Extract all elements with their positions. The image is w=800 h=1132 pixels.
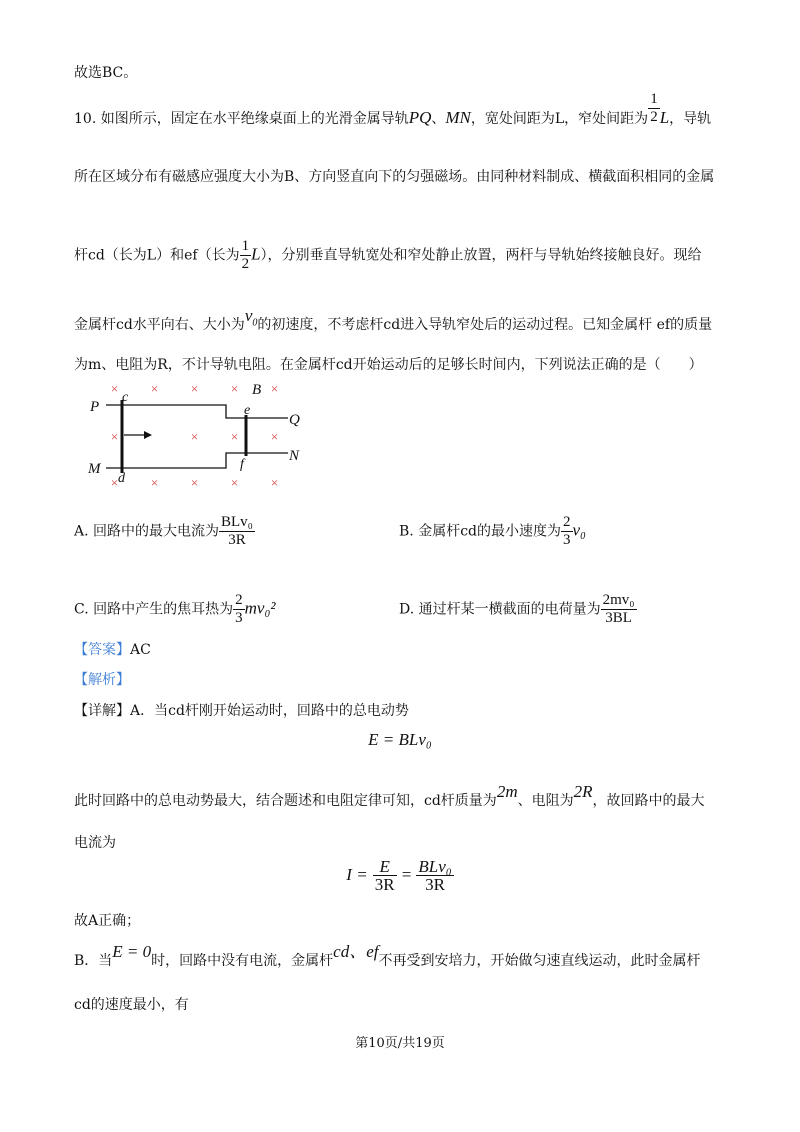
option-b[interactable]: B. 金属杆cd的最小速度为 $\frac{2}{3}$ v₀ [399,514,586,548]
option-c[interactable]: C. 回路中产生的焦耳热为 $\frac{2}{3}$ mv₀² [74,592,276,626]
field-cross: × [190,429,199,444]
half-fraction: $\frac{1}{2}$ [650,90,658,125]
rail-names: PQ [408,108,432,127]
half-fraction-2: $\frac{1}{2}$ [241,238,250,272]
detail-line-a: 【详解】A．当cd杆刚开始运动时，回路中的总电动势 [74,703,409,719]
field-cross: × [270,381,279,396]
answer-value: AC [130,642,151,658]
field-cross: × [230,381,239,396]
detail-line-b: B．当E = 0时，回路中没有电流，金属杆cd、ef不再受到安培力，开始做匀速直线运动，此时金属杆 [74,942,701,969]
svg-text:Q: Q [289,412,300,428]
option-a[interactable]: A. 回路中的最大电流为 $\frac{\text{BLv₀}}{3R}$ [74,514,253,548]
question-line-1: 10. 如图所示，固定在水平绝缘桌面上的光滑金属导轨PQ、MN，宽处间距为L，窄处间距为 $\frac{1}{2}$ L，导轨 [74,90,712,127]
field-cross: × [270,429,279,444]
option-d[interactable]: D. 通过杆某一横截面的电荷量为 $\frac{\text{2mv₀}}{3BL}$ [399,592,635,626]
question-number: 10. [74,111,97,127]
field-cross: × [230,429,239,444]
field-cross: × [150,381,159,396]
field-cross: × [110,429,119,444]
field-cross: × [190,475,199,490]
page-footer: 第10页/共19页 [355,1036,445,1051]
detail-line-mid: 此时回路中的总电动势最大，结合题述和电阻定律可知，cd杆质量为2m、电阻为2R，故回路中的最大 [74,782,705,809]
rail-mn [106,453,288,468]
field-cross: × [270,475,279,490]
analysis-label: 【解析】 [74,672,130,688]
answer-label: 【答案】 [74,642,130,658]
svg-text:f: f [240,457,244,472]
field-cross: × [230,475,239,490]
svg-text:B: B [252,382,262,398]
detail-conclusion-a: 故A正确； [74,913,141,929]
svg-text:d: d [118,471,125,486]
svg-text:M: M [88,461,101,477]
detail-line-current: 电流为 [74,835,116,851]
equation-current: I = $\frac{E}{3R}$ = $\frac{\text{BLv₀}}{3R}$ [346,857,452,894]
field-cross: × [150,475,159,490]
rail-pq [106,405,288,418]
previous-conclusion: 故选BC。 [74,65,138,81]
equation-emf: E = BLv₀ [368,730,432,749]
field-cross: × [110,475,119,490]
question-line-4: 金属杆cd水平向右、大小为$v_0$的初速度，不考虑杆cd进入导轨窄处后的运动过程。已知金属杆 ef的质量 [74,306,713,333]
arrow-head [144,431,152,439]
field-cross: × [190,381,199,396]
field-cross: × [110,381,119,396]
svg-text:P: P [90,399,100,415]
question-line-3: 杆cd（长为L）和ef（长为 $\frac{1}{2}$ L），分别垂直导轨宽处和窄处静止放置，两杆与导轨始终接触良好。现给 [74,238,702,272]
question-line-5: 为m、电阻为R，不计导轨电阻。在金属杆cd开始运动后的足够长时间内，下列说法正确的是（ ） [74,357,703,373]
svg-text:c: c [122,390,129,405]
question-line-2: 所在区域分布有磁感应强度大小为B、方向竖直向下的匀强磁场。由同种材料制成、横截面积相同的金属 [74,169,715,185]
answer-line [74,640,151,660]
svg-text:N: N [289,448,300,464]
svg-text:e: e [244,403,251,418]
detail-line-b2: cd的速度最小，有 [74,997,189,1013]
rail-circuit-diagram [80,376,320,496]
